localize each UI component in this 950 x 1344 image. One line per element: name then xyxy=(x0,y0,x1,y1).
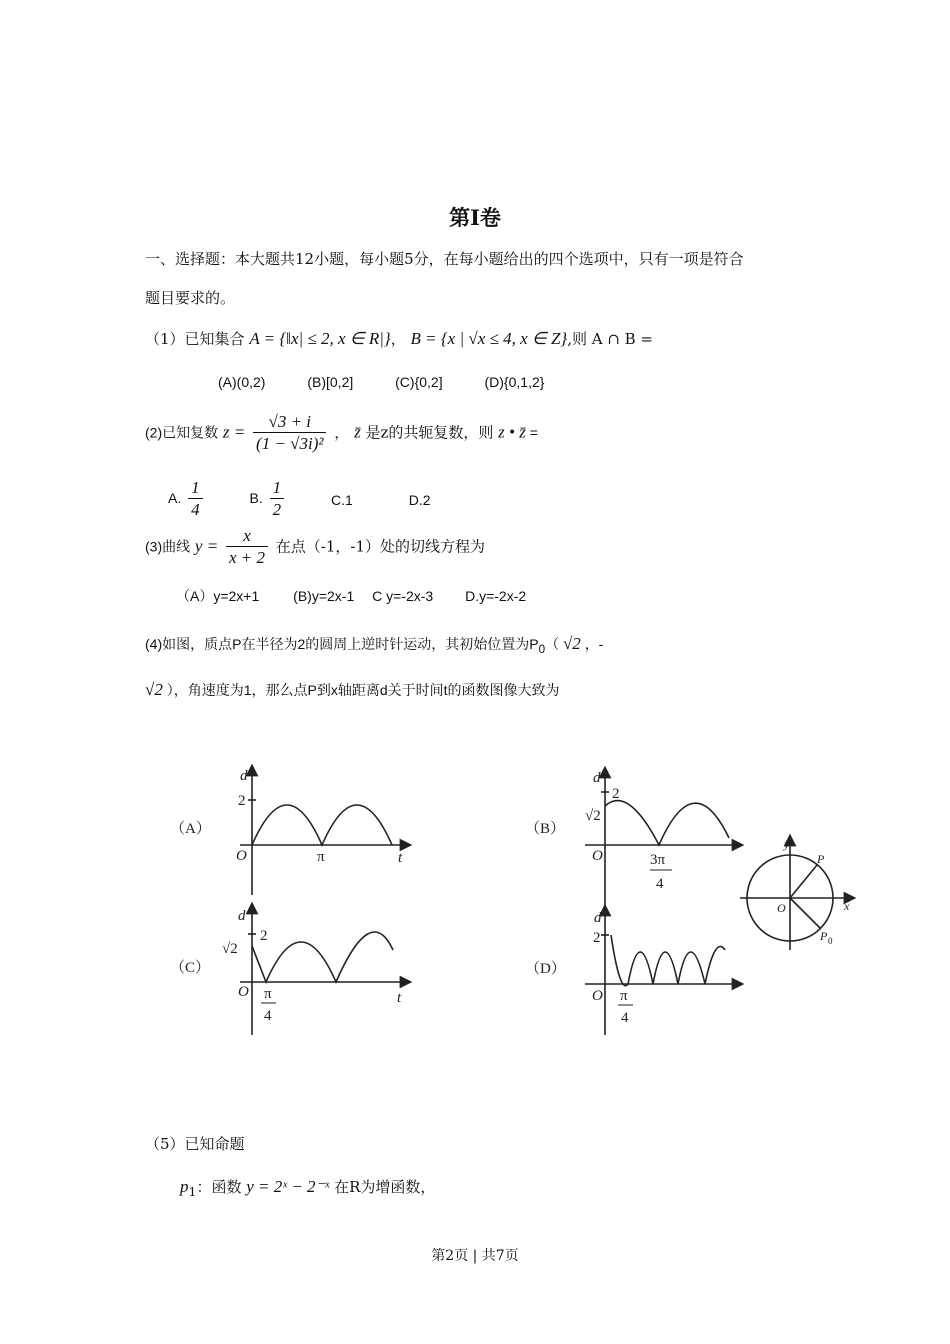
graph-d-d: d xyxy=(594,910,602,926)
section-instruction-line2: 题目要求的。 xyxy=(145,289,236,307)
q3-prefix: (3)曲线 xyxy=(145,538,191,555)
graph-b-xtick-den: 4 xyxy=(656,876,664,892)
graph-c-curve xyxy=(252,932,393,982)
q1-prefix: （1）已知集合 xyxy=(145,330,245,348)
graph-c-d: d xyxy=(238,908,246,924)
graph-b-xtick-num: 3π xyxy=(650,852,666,868)
q2-option-b-num: 1 xyxy=(270,478,285,499)
q2-option-b-fraction xyxy=(270,478,285,521)
question-1 xyxy=(145,328,653,349)
graph-c-ysqrt: √2 xyxy=(222,941,238,957)
q1-suffix: ,则 A ∩ B = xyxy=(567,330,654,348)
q4-figure xyxy=(160,760,880,1050)
graph-c-xtick-num: π xyxy=(264,986,272,1002)
graph-c-xtick-den: 4 xyxy=(264,1008,272,1024)
q3-option-a: （A）y=2x+1 xyxy=(176,588,260,604)
q4-text-c: ，- xyxy=(584,636,604,652)
graph-c-label: （C） xyxy=(170,960,211,976)
graph-a-y2: 2 xyxy=(238,793,246,809)
graph-b-d: d xyxy=(593,770,601,786)
question-5: （5）已知命题 xyxy=(145,1135,245,1153)
q2-expression: z • z̄ xyxy=(498,422,526,442)
graph-b-label: （B） xyxy=(525,821,566,837)
q3-lhs: y = xyxy=(194,536,219,556)
q2-description: 是z的共轭复数，则 xyxy=(365,423,494,442)
q2-option-b-label: B. xyxy=(249,490,263,507)
q2-zbar: z̄ xyxy=(354,422,361,442)
q4-sqrt2-a: √2 xyxy=(562,634,581,653)
q5-p1-sub: 1 xyxy=(188,1184,197,1199)
q2-prefix: (2)已知复数 xyxy=(145,424,219,441)
q1-option-d: (D){0,1,2} xyxy=(484,374,545,390)
q4-text-a: (4)如图，质点P在半径为2的圆周上逆时针运动，其初始位置为P xyxy=(145,636,539,652)
q3-option-c: C y=-2x-3 xyxy=(372,588,434,604)
q1-option-c: (C){0,2] xyxy=(395,374,443,390)
q2-option-b xyxy=(250,478,288,521)
q2-option-b-den: 2 xyxy=(272,500,282,519)
q3-option-d: D.y=-2x-2 xyxy=(465,588,527,604)
q3-suffix: 在点（-1，-1）处的切线方程为 xyxy=(275,537,486,556)
q2-option-a-den: 4 xyxy=(191,500,200,519)
graph-d-label: （D） xyxy=(525,961,566,977)
q5-p1: p xyxy=(180,1177,189,1196)
q1-option-a: (A)(0,2) xyxy=(218,374,266,390)
q2-denominator: (1 − √3i)² xyxy=(256,434,324,453)
q1-set-b: B = {x | √x ≤ 4, x ∈ Z} xyxy=(410,329,568,348)
q5-function: y = 2ˣ − 2⁻ˣ xyxy=(246,1177,330,1196)
graph-c-t: t xyxy=(397,990,402,1006)
q3-numerator: x xyxy=(226,526,268,547)
section-instruction-line1: 一、选择题：本大题共12小题，每小题5分，在每小题给出的四个选项中，只有一项是符合 xyxy=(145,250,744,268)
q2-option-a-num: 1 xyxy=(188,478,203,499)
graph-c-y2: 2 xyxy=(260,928,268,944)
page-footer: 第2页 | 共7页 xyxy=(431,1248,519,1264)
q3-denominator: x + 2 xyxy=(228,548,265,567)
circle-p: P xyxy=(817,852,825,866)
graph-b-curve xyxy=(605,801,729,845)
q5-p1-line xyxy=(180,1176,435,1199)
circle-p0: P xyxy=(820,929,828,943)
graph-b-y2: 2 xyxy=(612,786,620,802)
q2-comma: ， xyxy=(334,423,350,442)
q1-set-a: A = {‖x| ≤ 2, x ∈ R|} xyxy=(249,329,391,348)
graph-a-xtick: π xyxy=(317,849,325,865)
q2-option-a-label: A. xyxy=(168,490,182,507)
q4-sqrt2-b: √2 xyxy=(145,680,163,699)
q2-fraction xyxy=(253,412,326,455)
graph-c-origin: O xyxy=(238,984,249,1000)
q4-p0-sub: 0 xyxy=(538,642,546,656)
question-2 xyxy=(145,412,538,455)
q3-fraction xyxy=(226,526,268,569)
question-4-line2 xyxy=(145,680,560,700)
question-3 xyxy=(145,526,485,569)
circle-origin: O xyxy=(777,901,786,915)
graph-d-origin: O xyxy=(592,988,603,1004)
q2-options xyxy=(168,478,431,521)
graph-a-origin: O xyxy=(236,848,247,864)
q2-equals: = xyxy=(525,424,538,441)
q1-sep: ， xyxy=(390,330,406,348)
graph-a-d: d xyxy=(240,768,248,784)
q2-numerator: √3 + i xyxy=(253,412,326,433)
q1-option-b: (B)[0,2] xyxy=(307,374,354,390)
graph-d-xtick-den: 4 xyxy=(621,1010,629,1026)
circle-x-label: x xyxy=(844,899,850,913)
circle-p0-sub: 0 xyxy=(828,936,833,946)
q3-option-b: (B)y=2x-1 xyxy=(293,588,355,604)
graph-d-curve xyxy=(611,935,725,986)
graph-a-curve xyxy=(252,805,392,845)
q3-options xyxy=(176,586,526,606)
q5-colon: ：函数 xyxy=(196,1178,242,1196)
graph-b-ysqrt: √2 xyxy=(585,808,601,824)
graph-d-y2: 2 xyxy=(593,930,601,946)
q2-option-a xyxy=(168,478,206,521)
q2-option-c: C.1 xyxy=(331,491,353,508)
graph-a-t: t xyxy=(398,850,403,866)
q2-lhs: z = xyxy=(222,422,246,442)
circle-y-label: y xyxy=(784,837,790,851)
graph-a-label: （A） xyxy=(170,821,211,837)
q4-text-b: （ xyxy=(545,636,560,652)
q5-suffix: 在R为增函数， xyxy=(334,1178,436,1196)
q2-option-d: D.2 xyxy=(408,491,431,508)
page-title: 第Ⅰ卷 xyxy=(449,205,501,230)
question-4-line1 xyxy=(145,634,603,656)
graph-b-origin: O xyxy=(592,848,603,864)
q2-option-a-fraction xyxy=(188,478,203,521)
q4-text-line2: ），角速度为1，那么点P到x轴距离d关于时间t的函数图像大致为 xyxy=(166,682,560,698)
q1-options xyxy=(218,374,582,390)
graph-d-xtick-num: π xyxy=(620,988,628,1004)
